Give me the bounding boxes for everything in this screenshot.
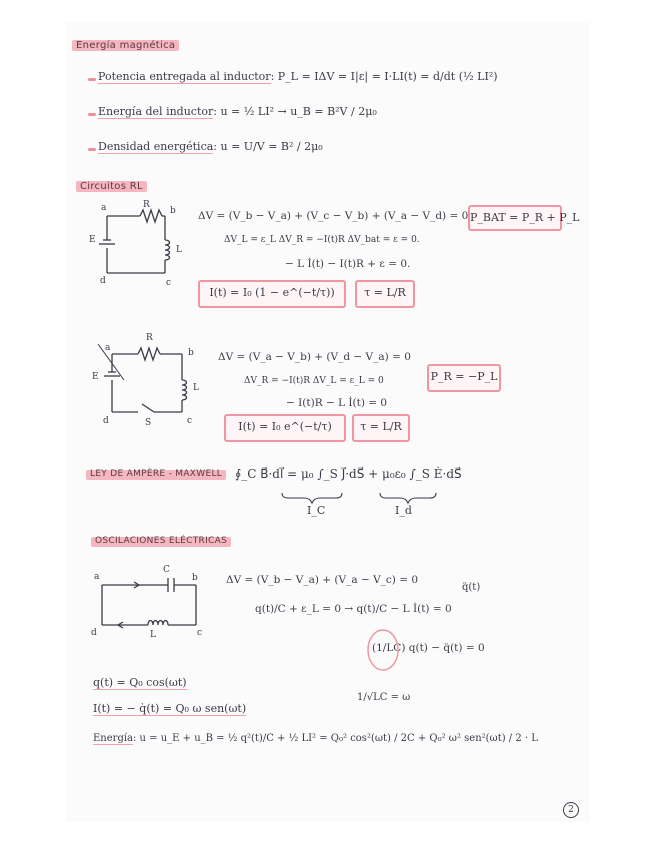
rl2-time-constant-box: τ = L/R [352,414,410,442]
bullet-icon [88,148,96,151]
node-label-d: d [91,628,97,638]
section-title-electric-oscillations: OSCILACIONES ELÉCTRICAS [91,537,231,547]
energy-density-line [98,141,323,153]
node-label-a: a [105,343,111,353]
resistor-label: R [146,333,153,343]
rl2-current-solution-box: I(t) = I₀ e^(−t/τ) [224,414,346,442]
rl2-differential-equation: − I(t)R − L İ(t) = 0 [286,397,388,409]
battery-label: E [89,235,96,245]
node-label-a: a [101,203,107,213]
inductor-label: L [176,245,182,255]
current-solution-text: I(t) = − q̇(t) = Q₀ ω sen(ωt) [93,702,247,715]
power-equation: : P_L = IΔV = I|ε| = I·LI(t) = d/dt (½ LI²) [270,70,498,83]
battery-label: E [92,372,99,382]
current-solution [93,703,246,715]
ampere-maxwell-equation: ∮_C B⃗·dl⃗ = μ₀ ∫_S J⃗·dS⃗ + μ₀ε₀ ∫_S Ė·dS⃗ [235,467,462,481]
charge-solution-text: q(t) = Q₀ cos(ωt) [93,676,187,689]
node-label-b: b [192,573,198,583]
resistor-label: R [143,200,150,210]
energy-density-label: Densidad energética [98,140,214,153]
rl1-voltage-drops: ΔV_L = ε_L ΔV_R = −I(t)R ΔV_bat = ε = 0. [224,235,420,245]
circled-coefficient-icon [366,628,400,672]
rl1-differential-equation: − L İ(t) − I(t)R + ε = 0. [285,258,411,270]
lc-differential-equation: (1/LC) q(t) − q̈(t) = 0 [372,642,485,654]
power-line [98,71,498,83]
lc-kirchhoff-equation: ΔV = (V_b − V_a) + (V_a − V_c) = 0 [226,574,419,586]
inductor-label: L [150,630,156,640]
bullet-icon [88,113,96,116]
rl2-voltage-drops: ΔV_R = −I(t)R ΔV_L = ε_L = 0 [244,376,384,386]
rl-circuit-discharging-diagram [98,340,198,430]
section-title-rl-circuits: Circuitos RL [76,181,147,192]
page-number-badge: 2 [563,802,579,818]
underbrace-icons [280,491,450,505]
total-energy-line [93,733,538,744]
bullet-icon [88,78,96,81]
node-label-d: d [103,416,109,426]
node-label-a: a [94,572,100,582]
total-energy-equation: : u = u_E + u_B = ½ q²(t)/C + ½ LI² = Q₀² cos²(ωt) / 2C + Q₀² ω² sen²(ωt) / 2 · L [133,733,538,744]
conduction-current-label: I_C [307,504,326,517]
rl1-time-constant-box: τ = L/R [355,280,415,308]
node-label-c: c [187,416,193,426]
energy-density-equation: : u = U/V = B² / 2μ₀ [213,140,323,153]
displacement-current-label: I_d [395,504,412,517]
rl2-power-balance-box: P_R = −P_L [427,364,501,392]
inductor-energy-label: Energía del inductor [98,105,214,118]
node-label-c: c [197,628,203,638]
total-energy-label: Energía [93,733,133,744]
charge-second-derivative-note: q̈(t) [462,582,481,593]
lc-equation-substitution: q(t)/C + ε_L = 0 → q(t)/C − L İ(t) = 0 [255,603,452,615]
lc-circuit-diagram [94,572,201,635]
inductor-label: L [193,383,199,393]
section-title-ampere-maxwell: LEY DE AMPÈRE - MAXWELL [86,470,226,480]
node-label-b: b [188,348,194,358]
section-title-magnetic-energy: Energía magnética [72,40,179,51]
node-label-d: d [100,276,106,286]
angular-frequency-equation: 1/√LC = ω [357,692,411,703]
inductor-energy-line [98,106,377,118]
charge-solution [93,677,187,689]
capacitor-label: C [163,565,170,575]
rl2-kirchhoff-equation: ΔV = (V_a − V_b) + (V_d − V_a) = 0 [218,351,411,363]
power-label: Potencia entregada al inductor [98,70,271,83]
rl1-power-balance-box: P_BAT = P_R + P_L [468,205,562,231]
switch-label: S [145,418,152,428]
rl1-current-solution-box: I(t) = I₀ (1 − e^(−t/τ)) [198,280,346,308]
rl1-kirchhoff-equation: ΔV = (V_b − V_a) + (V_c − V_b) + (V_a − V_d) = 0 [198,210,469,222]
inductor-energy-equation: : u = ½ LI² → u_B = B²V / 2μ₀ [213,105,377,118]
node-label-b: b [170,206,176,216]
node-label-c: c [166,278,172,288]
